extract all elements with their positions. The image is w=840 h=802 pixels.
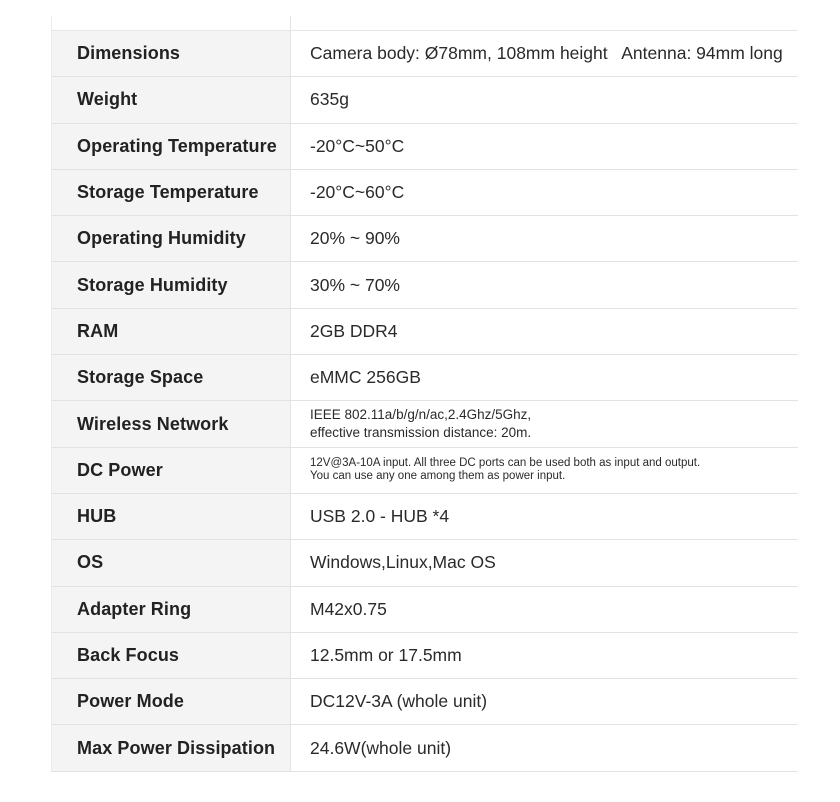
spec-value-line: IEEE 802.11a/b/g/n/ac,2.4Ghz/5Ghz, xyxy=(310,407,532,423)
table-row-operating-humidity xyxy=(52,216,799,262)
spec-value: Camera body: Ø78mm, 108mm height Antenna: 94mm long xyxy=(291,31,799,77)
table-row-max-power-dissipation xyxy=(52,725,799,771)
spec-label: HUB xyxy=(52,493,291,539)
table-row-power-mode xyxy=(52,679,799,725)
spec-table xyxy=(51,16,798,772)
spec-label: Storage Space xyxy=(52,355,291,401)
spec-value: -20°C~50°C xyxy=(291,123,799,169)
spec-value: 24.6W(whole unit) xyxy=(291,725,799,771)
table-row-storage-temperature xyxy=(52,169,799,215)
spec-value: 635g xyxy=(291,77,799,123)
table-row-wireless-network xyxy=(52,401,799,447)
spec-value: 30% ~ 70% xyxy=(291,262,799,308)
table-row-storage-humidity xyxy=(52,262,799,308)
spec-label: Operating Humidity xyxy=(52,216,291,262)
spec-value: 2GB DDR4 xyxy=(291,308,799,354)
spec-value: Windows,Linux,Mac OS xyxy=(291,540,799,586)
table-row-ram xyxy=(52,308,799,354)
spec-value xyxy=(291,447,799,493)
table-row-hub xyxy=(52,493,799,539)
spec-label: Storage Temperature xyxy=(52,169,291,215)
table-top-spacer xyxy=(52,16,799,31)
table-row-storage-space xyxy=(52,355,799,401)
table-row-adapter-ring xyxy=(52,586,799,632)
spec-value: DC12V-3A (whole unit) xyxy=(291,679,799,725)
spec-label: Storage Humidity xyxy=(52,262,291,308)
spec-value: -20°C~60°C xyxy=(291,169,799,215)
spec-label: OS xyxy=(52,540,291,586)
spacer-cell xyxy=(52,16,291,31)
spec-label: Max Power Dissipation xyxy=(52,725,291,771)
spec-label: Power Mode xyxy=(52,679,291,725)
table-row-dimensions xyxy=(52,31,799,77)
table-row-weight xyxy=(52,77,799,123)
table-row-operating-temperature xyxy=(52,123,799,169)
spec-value: eMMC 256GB xyxy=(291,355,799,401)
spec-label: Adapter Ring xyxy=(52,586,291,632)
spec-value xyxy=(291,401,799,447)
spec-value: USB 2.0 - HUB *4 xyxy=(291,493,799,539)
spec-value: M42x0.75 xyxy=(291,586,799,632)
spacer-cell xyxy=(291,16,799,31)
spec-value: 20% ~ 90% xyxy=(291,216,799,262)
spec-label: Operating Temperature xyxy=(52,123,291,169)
spec-label: Back Focus xyxy=(52,632,291,678)
table-row-back-focus xyxy=(52,632,799,678)
spec-label: Dimensions xyxy=(52,31,291,77)
spec-value-line: You can use any one among them as power input. xyxy=(310,470,566,483)
spec-label: DC Power xyxy=(52,447,291,493)
spec-value-line: effective transmission distance: 20m. xyxy=(310,425,532,441)
table-row-os xyxy=(52,540,799,586)
spec-label: Wireless Network xyxy=(52,401,291,447)
spec-value: 12.5mm or 17.5mm xyxy=(291,632,799,678)
spec-label: RAM xyxy=(52,308,291,354)
spec-value-line: 12V@3A-10A input. All three DC ports can be used both as input and output. xyxy=(310,457,701,470)
spec-label: Weight xyxy=(52,77,291,123)
table-row-dc-power xyxy=(52,447,799,493)
